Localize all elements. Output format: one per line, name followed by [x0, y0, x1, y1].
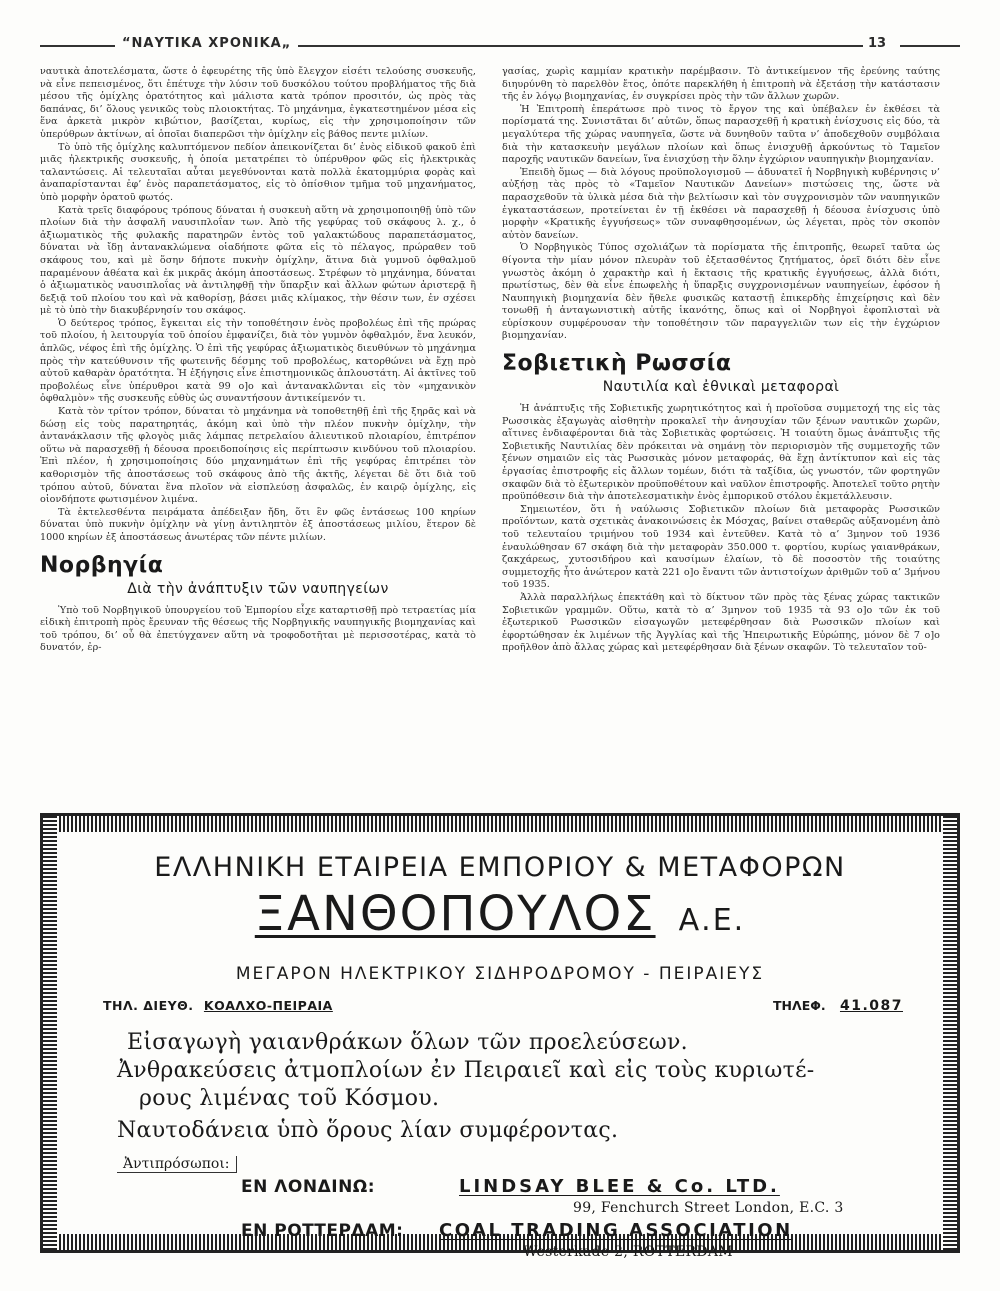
- article-paragraph: Ὁ Νορβηγικὸς Τύπος σχολιάζων τὰ πορίσματα τῆς ἐπιτροπῆς, θεωρεῖ ταῦτα ὡς θίγοντα τὴν μίαν μόνον πλευρὰν τοῦ ἐξετασθέντος ζητήματος, ὀρεῖ διότι δὲν εἶνε γνωστὸς ἀκόμη ὁ χαρακτὴρ καὶ ἡ ἔκτασις τῆς κρατικῆς ἐγγυήσεως, ἀλλὰ διότι, πρωτίστως, δὲν θὰ εἶνε ἐπωφελὴς ἡ ὕπαρξις συγχρονισμένων ναυπηγείων, ἐφόσον ἡ Ναυπηγικὴ βιομηχανία δὲν ἤθελε φυσικῶς καταστῇ ἐπικερδὴς ἐπιχείρησις καὶ δὲν τονωθῇ ἡ ἀνταγωνιστικὴ αὐτῆς ἱκανότης, ὅπως καὶ οἱ Νορβηγοὶ ἐφοπλισταὶ νὰ εὑρίσκουν συμφέρουσαν τὴν τοποθέτησιν τῶν παραγγελιῶν των εἰς τὴν ἐγχώριον βιομηχανίαν.: [502, 242, 940, 342]
- ad-company-line: ΕΛΛΗΝΙΚΗ ΕΤΑΙΡΕΙΑ ΕΜΠΟΡΙΟΥ & ΜΕΤΑΦΟΡΩΝ: [154, 852, 846, 883]
- article-paragraph: ναυτικὰ ἀποτελέσματα, ὥστε ὁ ἐφευρέτης τῆς ὑπὸ ἔλεγχον εἰσέτι τελούσης συσκευῆς, νὰ εἶνε πεπεισμένος, ὅτι ἐπέτυχε τὴν λύσιν τοῦ δυσκόλου τούτου προβλήματος τῆς διὰ μέσου τῆς ὁμίχλης ὁρατότητος καὶ μάλιστα κατὰ τρόπον προσιτόν, ὡς πρὸς τὰς δαπάνας, δι’ ὅλους γενικῶς τοὺς πλοιοκτήτας. Τὸ μηχάνημα, ἐγκατεστημένον μέσα εἰς ἕνα ἀρκετὰ μικρὸν κιβώτιον, βασίζεται, κυρίως, εἰς τὴν χρησιμοποίησιν τῶν ὑπερύθρων ἀκτίνων, αἱ ὁποῖαι διαπερῶσι τὴν ὁμίχλην εἰς βάθος πεντε μιλίων.: [40, 66, 476, 140]
- ad-service-line: Ναυτοδάνεια ὑπὸ ὅρους λίαν συμφέροντας.: [117, 1118, 619, 1143]
- article-paragraph: Ἐπειδὴ ὅμως — διὰ λόγους προϋπολογισμοῦ — ἀδυνατεῖ ἡ Νορβηγικὴ κυβέρνησις ν’ αὐξήσῃ τὰς πρὸς τὸ «Ταμεῖον Ναυτικῶν Δανείων» πιστώσεις της, ὥστε νὰ παρασχεθοῦν τὰ ὑλικὰ μέσα διὰ τὴν βελτίωσιν καὶ τὸν συγχρονισμὸν τῶν ναυπηγικῶν ἐγκαταστάσεων, προτείνεται ἐν τῇ ἐκθέσει νὰ παρασχεθῇ ἡ δέουσα ἐνίσχυσις ὑπὸ μορφὴν «Κρατικῆς ἐγγυήσεως» τῶν συναφθησομένων, ὡς λέγεται, πρὸς τὸν σκοπὸν αὐτὸν δανείων.: [502, 166, 940, 241]
- advertisement-box: [40, 813, 960, 1260]
- article-paragraph: Ὁ δεύτερος τρόπος, ἔγκειται εἰς τὴν τοποθέτησιν ἑνὸς προβολέως ἐπὶ τῆς πρώρας τοῦ πλοίου, ἡ λειτουργία τοῦ ὁποίου ἐμφανίζει, διὰ τὸν γυμνὸν ὀφθαλμόν, ἕνα λευκόν, ἁπλῶς, νέφος ἐπὶ τῆς ὁμίχλης. Ὁ ἐπὶ τῆς γεφύρας ἀξιωματικὸς διευθύνων τὸ μηχάνημα πρὸς τὴν κατεύθυνσιν τῆς φωτεινῆς δέσμης τοῦ προβολέως, κατορθώνει νὰ ἔχῃ πρὸ αὐτοῦ καθαρὰν ὁρατότητα. Ἡ ἐξήγησις εἶνε ἐπιστημονικῶς ἁπλουστάτη. Αἱ ἀκτῖνες τοῦ προβολέως εἶνε ὑπέρυθροι κατὰ 99 ο]ο καὶ ἀντανακλῶνται εἰς τὸν «μηχανικὸν ὀφθαλμὸν» τῆς συσκευῆς εὐθὺς ὡς συναντήσουν ἀντικείμενόν τι.: [40, 317, 476, 405]
- article-paragraph: Κατὰ τρεῖς διαφόρους τρόπους δύναται ἡ συσκευὴ αὕτη νὰ χρησιμοποιηθῇ ὑπὸ τῶν πλοίων διὰ τὴν ἀσφαλῆ ναυσιπλοΐαν των. Ἀπὸ τῆς γεφύρας τοῦ σκάφους λ. χ., ὁ ἀξιωματικὸς τῆς φυλακῆς παρατηρῶν ἐντὸς τοῦ γαλακτώδους παραπετάσματος, δύναται νὰ ἴδῃ ἀντανακλώμενα οἱαδήποτε φῶτα εἰς τὸ πέλαγος, πρώραθεν τοῦ σκάφους του, καὶ μὲ ὅσην δήποτε πυκνὴν ὁμίχλην, ἅτινα διὰ γυμνοῦ ὀφθαλμοῦ παραμένουν ἀθέατα καὶ ἐκ μικρᾶς ἀκόμη ἀποστάσεως. Στρέφων τὸ μηχάνημα, δύναται ὁ ἀξιωματικὸς ναυσιπλοΐας νὰ ἀντιληφθῇ τὴν ὕπαρξιν καὶ ἄλλων φώτων ἀριστερᾷ ἢ δεξιᾷ τοῦ πλοίου του καὶ νὰ καθορίσῃ, βάσει μιᾶς κλίμακος, τὴν θέσιν των, ἐν σχέσει μὲ τὸ ὑπὸ τὴν διακυβέρνησίν του σκάφος.: [40, 204, 476, 317]
- ad-agent-city-rotterdam: ΕΝ ΡΟΤΤΕΡΔΑΜ:: [241, 1221, 404, 1241]
- ad-border-left: [43, 816, 57, 1250]
- article-paragraph: Ὑπὸ τοῦ Νορβηγικοῦ ὑπουργείου τοῦ Ἐμπορίου εἶχε καταρτισθῇ πρὸ τετραετίας μία εἰδικὴ ἐπιτροπὴ πρὸς ἔρευναν τῆς θέσεως τῆς Νορβηγικῆς ναυπηγικῆς βιομηχανίας καὶ τοῦ τρόπου, δι’ οὗ θὰ ἐπετύγχανεν αὕτη νὰ τροφοδοτῆται μὲ περισσοτέρας, κατὰ τὸ δυνατόν, ἐρ-: [40, 604, 476, 654]
- article-paragraph: Σημειωτέον, ὅτι ἡ ναύλωσις Σοβιετικῶν πλοίων διὰ μεταφορὰς Ρωσσικῶν προϊόντων, κατὰ σχετικὰς ἀνακοινώσεις ἐκ Μόσχας, βαίνει σταθερῶς αὐξανομένη ἀπὸ τοῦ τελευταίου τριμήνου τοῦ 1934 καὶ ἐντεῦθεν. Κατὰ τὸ α’ 3μηνον τοῦ 1936 ἐναυλώθησαν 67 σκάφη διὰ τὴν μεταφορὰν 350.000 τ. φορτίου, κυρίως γαιανθράκων, ζακχάρεως, χυτοσιδήρου καὶ καυσίμων ἐλαίων, τὸ δὲ ποσοστὸν τῆς τοιαύτης συμμετοχῆς ἦτο ἀνώτερον κατὰ 221 ο]ο ἔναντι τῶν ἀντιστοίχων ἀριθμῶν τοῦ α’ 3μήνου τοῦ 1935.: [502, 503, 940, 591]
- ad-border-top: [43, 816, 957, 832]
- section-title-soviet-russia: Σοβιετικὴ Ρωσσία: [502, 351, 732, 377]
- right-column: [502, 66, 940, 655]
- ad-phone-value: 41.087: [839, 998, 903, 1014]
- ad-phone: [773, 998, 903, 1014]
- ad-agents-label: Ἀντιπρόσωποι:: [117, 1156, 237, 1173]
- header-rule-middle: [298, 45, 863, 47]
- section-title-norway: Νορβηγία: [40, 552, 164, 578]
- header-rule-left: [40, 45, 115, 47]
- article-paragraph: Κατὰ τὸν τρίτον τρόπον, δύναται τὸ μηχάνημα νὰ τοποθετηθῇ ἐπὶ τῆς ξηρᾶς καὶ νὰ δώσῃ εἰς τοὺς παρατηρητάς, ἀκόμη καὶ ὑπὸ τὴν πλέον πυκνὴν ὁμίχλην, τὴν ἀντανάκλασιν τῆς φλογὸς μιᾶς λάμπας πετρελαίου ἁλιευτικοῦ πλοιαρίου, ἐπιτρέπον οὕτω νὰ παρασχεθῇ ἡ δέουσα προειδοποίησις εἰς περίπτωσιν κινδύνου τοῦ πλοιαρίου. Ἐπὶ πλέον, ἡ χρησιμοποίησις δύο μηχανημάτων ἐπὶ τῆς γεφύρας ἐπιτρέπει τὸν καθορισμὸν τῆς ἀποστάσεως τοῦ σκάφους ἀπὸ τῆς ἀκτῆς, λέγεται δὲ ὅτι διὰ τοῦ τρόπου αὐτοῦ, δύναται ἕνα πλοῖον νὰ εἰσπλεύσῃ ἀσφαλῶς, ἐν καιρῷ ὁμίχλης, εἰς οἱονδήποτε φωτισμένον λιμένα.: [40, 406, 476, 506]
- ad-brand-name: ΞΑΝΘΟΠΟΥΛΟΣ: [254, 886, 656, 942]
- article-paragraph: γασίας, χωρὶς καμμίαν κρατικὴν παρέμβασιν. Τὸ ἀντικείμενον τῆς ἐρεύνης ταύτης διηυρύνθη τὸ παρελθὸν ἔτος, ὁπότε παρεκλήθη ἡ ἐπιτροπὴ νὰ ἐξετάσῃ τὴν κατάστασιν τῆς ἐν λόγῳ βιομηχανίας, ἐν συγκρίσει πρὸς τὴν τῶν ἄλλων χωρῶν.: [502, 66, 940, 103]
- ad-agent-address-rotterdam: Westerkade 2, ROTTERDAM: [523, 1244, 733, 1260]
- ad-brand-suffix: Α.Ε.: [678, 903, 746, 938]
- ad-agent-firm-rotterdam: COAL TRADING ASSOCIATION: [439, 1220, 793, 1241]
- article-paragraph: Ἡ ἀνάπτυξις τῆς Σοβιετικῆς χωρητικότητος καὶ ἡ προϊοῦσα συμμετοχή της εἰς τὰς Ρωσσικὰς ἐξαγωγὰς αἰσθητὴν προκαλεῖ τὴν ἀνησυχίαν τῶν ξένων ναυτικῶν χωρῶν, αἵτινες ἐνδιαφέρονται διὰ τὰς Σοβιετικὰς φορτώσεις. Ἡ τοιαύτη ὅμως ἀνάπτυξις τῆς Σοβιετικῆς Ναυτιλίας δὲν πρόκειται νὰ σημάνῃ τὸν περιορισμὸν τῆς συμμετοχῆς τῶν ξένων σημαιῶν εἰς τὰς Ρωσσικὰς μόνον μεταφοράς, θὰ ἔχῃ ἀντίκτυπον καὶ εἰς τὰς ἐργασίας ἐπιστροφῆς εἰς ἄλλων τομέων, διότι τὰ ταξίδια, ὡς γνωστόν, τῶν φορτηγῶν σκαφῶν διὰ τὸ ἐξωτερικὸν προϋποθέτουν καὶ ναῦλον ἐπιστροφῆς. Ἀποτελεῖ τοῦτο ρητὴν προϋπόθεσιν διὰ τὴν ἀποτελεσματικὴν ἑνὸς ἐμπορικοῦ στόλου ἐκμετάλλευσιν.: [502, 403, 940, 503]
- section-subtitle-norway: Διὰ τὴν ἀνάπτυξιν τῶν ναυπηγείων: [127, 580, 389, 597]
- ad-address: ΜΕΓΑΡΟΝ ΗΛΕΚΤΡΙΚΟΥ ΣΙΔΗΡΟΔΡΟΜΟΥ - ΠΕΙΡΑΙΕΥΣ: [235, 964, 765, 984]
- ad-service-line: ρους λιμένας τοῦ Κόσμου.: [139, 1086, 440, 1111]
- ad-service-line: Εἰσαγωγὴ γαιανθράκων ὅλων τῶν προελεύσεων.: [127, 1030, 688, 1055]
- ad-brand: [67, 886, 933, 942]
- header-rule-right: [900, 45, 960, 47]
- ad-agent-firm-london: LINDSAY BLEE & Co. LTD.: [459, 1176, 780, 1197]
- article-paragraph: Ἀλλὰ παραλλήλως ἐπεκτάθη καὶ τὸ δίκτυον τῶν πρὸς τὰς ξένας χώρας τακτικῶν Σοβιετικῶν γραμμῶν. Οὕτω, κατὰ τὸ α’ 3μηνον τοῦ 1935 τὰ 93 ο]ο τῶν ἐκ τοῦ ἐξωτερικοῦ Ρωσσικῶν εἰσαγωγῶν μετεφέρθησαν διὰ Ρωσσικῶν πλοίων καὶ ἐφορτώθησαν ἐκ λιμένων τῆς Ἀγγλίας καὶ τῆς Ἠπειρωτικῆς Εὐρώπης, μόνον δὲ 7 ο]ο προῆλθον ἀπὸ ἄλλας χώρας καὶ μετεφέρθησαν διὰ ξένων σκαφῶν. Τὸ τελευταῖον τοῦ-: [502, 591, 940, 654]
- running-header: [40, 36, 960, 58]
- ad-phone-label: ΤΗΛΕΦ.: [773, 998, 826, 1013]
- article-paragraph: Τὰ ἐκτελεσθέντα πειράματα ἀπέδειξαν ἤδη, ὅτι ἓν φῶς ἐντάσεως 100 κηρίων δύναται ὑπὸ πυκνὴν ὁμίχλην νὰ γίνῃ ἀντιληπτὸν ἐξ ἀποστάσεως μιλίου, ἕτερον δὲ 1000 κηρίων ἐξ ἀποστάσεως ἀνωτέρας τῶν πέντε μιλίων.: [40, 506, 476, 543]
- ad-telegraph: [103, 998, 333, 1013]
- left-column: [40, 66, 476, 655]
- article-paragraph: Ἡ Ἐπιτροπὴ ἐπεράτωσε πρὸ τινος τὸ ἔργον της καὶ ὑπέβαλεν ἐν ἐκθέσει τὰ πορίσματά της. Συνιστᾶται δι’ αὐτῶν, ὅπως παρασχεθῇ ἡ κρατικὴ ἐνίσχυσις εἰς δύο, τὰ μεγαλύτερα τῆς χώρας ναυπηγεῖα, ὥστε νὰ δυνηθοῦν ταῦτα ν’ ἀποδεχθοῦν συμβόλαια διὰ τὴν κατασκευὴν μεγάλων πλοίων καὶ ὅπως ἐνισχυθῇ ἀρκούντως τὸ Ταμεῖον παροχῆς ναυτικῶν δανείων, ἵνα ἐνισχύσῃ τὴν ὅλην ἐγχώριον ναυπηγικὴν βιομηχανίαν.: [502, 103, 940, 166]
- page-number: 13: [868, 36, 887, 51]
- ad-service-line: Ἀνθρακεύσεις ἀτμοπλοίων ἐν Πειραιεῖ καὶ εἰς τοὺς κυριωτέ-: [117, 1058, 815, 1083]
- ad-agent-city-london: ΕΝ ΛΟΝΔΙΝΩ:: [241, 1177, 376, 1197]
- ad-content: [67, 840, 933, 1260]
- article-paragraph: Τὸ ὑπὸ τῆς ὁμίχλης καλυπτόμενον πεδίον ἀπεικονίζεται δι’ ἑνὸς εἰδικοῦ φακοῦ ἐπὶ μιᾶς ἠλεκτρικῆς συσκευῆς, ἡ ὁποία μετατρέπει τὸ ὑπέρυθρον φῶς εἰς ἠλεκτρικὰς ταλαντώσεις. Αἱ τελευταῖαι αὗται μεγεθύνονται κατὰ πολλὰ ἑκατομμύρια φορὰς καὶ ἀναπαρίστανται ἐφ’ ἑνὸς παραπετάσματος, εἰς τὸ ὀπίσθιον τμῆμα τοῦ μηχανήματος, ὑπὸ μορφὴν ὁρατοῦ φωτός.: [40, 141, 476, 203]
- ad-contact-row: [103, 996, 903, 1018]
- ad-border-right: [943, 816, 957, 1250]
- journal-title: “ΝΑΥΤΙΚΑ ΧΡΟΝΙΚΑ„: [122, 36, 292, 51]
- ad-agent-address-london: 99, Fenchurch Street London, E.C. 3: [573, 1200, 844, 1216]
- ad-telegraph-value: ΚΟΑΛΧΟ-ΠΕΙΡΑΙΑ: [203, 998, 333, 1013]
- ad-telegraph-label: ΤΗΛ. ΔΙΕΥΘ.: [103, 998, 194, 1013]
- section-subtitle-soviet-russia: Ναυτιλία καὶ ἐθνικαὶ μεταφοραὶ: [602, 379, 840, 396]
